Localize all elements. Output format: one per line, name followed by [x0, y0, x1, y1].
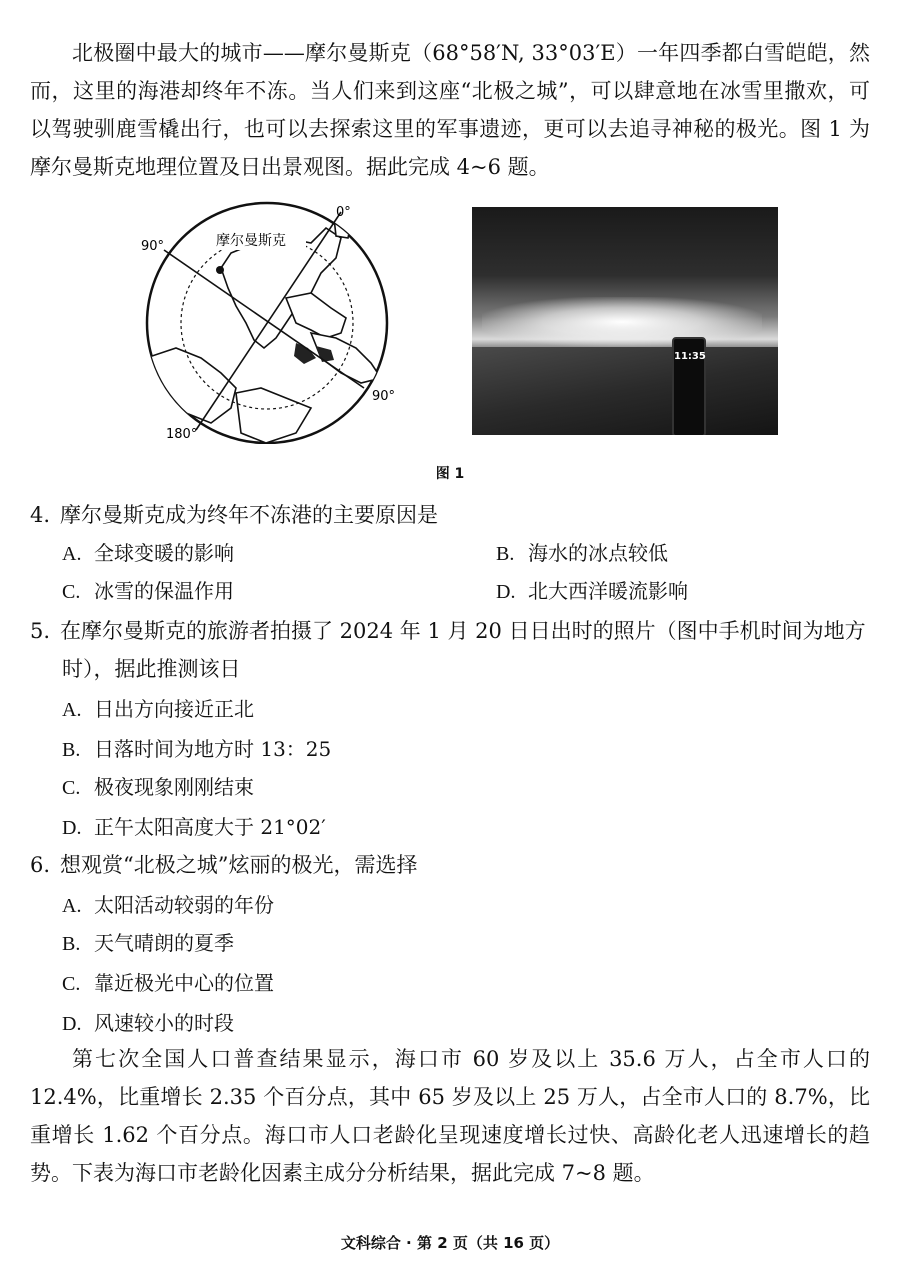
option-6a: A. 太阳活动较弱的年份	[62, 893, 274, 917]
option-4c: C. 冰雪的保温作用	[62, 579, 234, 603]
label-90-left: 90°	[141, 239, 165, 254]
question-stem: 在摩尔曼斯克的旅游者拍摄了 2024 年 1 月 20 日日出时的照片（图中手机时间为地方	[60, 619, 866, 643]
option-6b: B. 天气晴朗的夏季	[62, 931, 234, 955]
murmansk-dot	[216, 266, 224, 274]
option-6d: D. 风速较小的时段	[62, 1011, 234, 1035]
passage-haikou: 第七次全国人口普查结果显示，海口市 60 岁及以上 35.6 万人，占全市人口的 12.4%，比重增长 2.35 个百分点，其中 65 岁及以上 25 万人，占全市人口的 8.7%，比重增长 1.62 个百分点。海口市人口老龄化呈现速度增长过快、高龄化老人迅速增长的趋势。下表为海口市老龄化因素主成分分析结果，据此完成 7~8 题。	[30, 1047, 870, 1185]
sunrise-glow	[482, 297, 762, 347]
option-4d: D. 北大西洋暖流影响	[496, 579, 688, 603]
question-number: 6.	[30, 853, 51, 877]
option-5c: C. 极夜现象刚刚结束	[62, 775, 254, 799]
photo-ground	[472, 347, 778, 435]
passage-murmansk: 北极圈中最大的城市——摩尔曼斯克（68°58′N, 33°03′E）一年四季都白雪皑皑，然而，这里的海港却终年不冻。当人们来到这座“北极之城”，可以肆意地在冰雪里撒欢，可以驾驶驯鹿雪橇出行，也可以去探索这里的军事遗迹，更可以去追寻神秘的极光。图 1 为摩尔曼斯克地理位置及日出景观图。据此完成 4~6 题。	[30, 41, 870, 179]
option-5b: B. 日落时间为地方时 13：25	[62, 737, 332, 761]
label-90-right: 90°	[372, 389, 396, 404]
option-4b: B. 海水的冰点较低	[496, 541, 668, 565]
question-5-stem-cont: 时），据此推测该日	[62, 657, 241, 681]
phone-time: 11:35	[674, 351, 706, 362]
question-4	[30, 496, 438, 534]
question-stem: 想观赏“北极之城”炫丽的极光，需选择	[60, 853, 418, 877]
question-number: 5.	[30, 619, 51, 643]
question-5	[30, 612, 866, 650]
city-label: 摩尔曼斯克	[216, 233, 286, 249]
option-4a: A. 全球变暖的影响	[62, 541, 234, 565]
label-180: 180°	[166, 427, 198, 442]
polar-map-figure	[136, 198, 398, 444]
question-number: 4.	[30, 503, 51, 527]
phone-in-photo	[672, 337, 706, 435]
option-5a: A. 日出方向接近正北	[62, 697, 254, 721]
question-6	[30, 846, 417, 884]
polar-map-svg	[136, 198, 398, 444]
option-6c: C. 靠近极光中心的位置	[62, 971, 274, 995]
page-footer: 文科综合 · 第 2 页（共 16 页）	[340, 1234, 560, 1252]
option-5d: D. 正午太阳高度大于 21°02′	[62, 815, 326, 839]
question-stem: 摩尔曼斯克成为终年不冻港的主要原因是	[60, 503, 438, 527]
label-0: 0°	[336, 205, 351, 220]
sunrise-photo	[472, 207, 778, 435]
figure-caption: 图 1	[435, 466, 465, 482]
